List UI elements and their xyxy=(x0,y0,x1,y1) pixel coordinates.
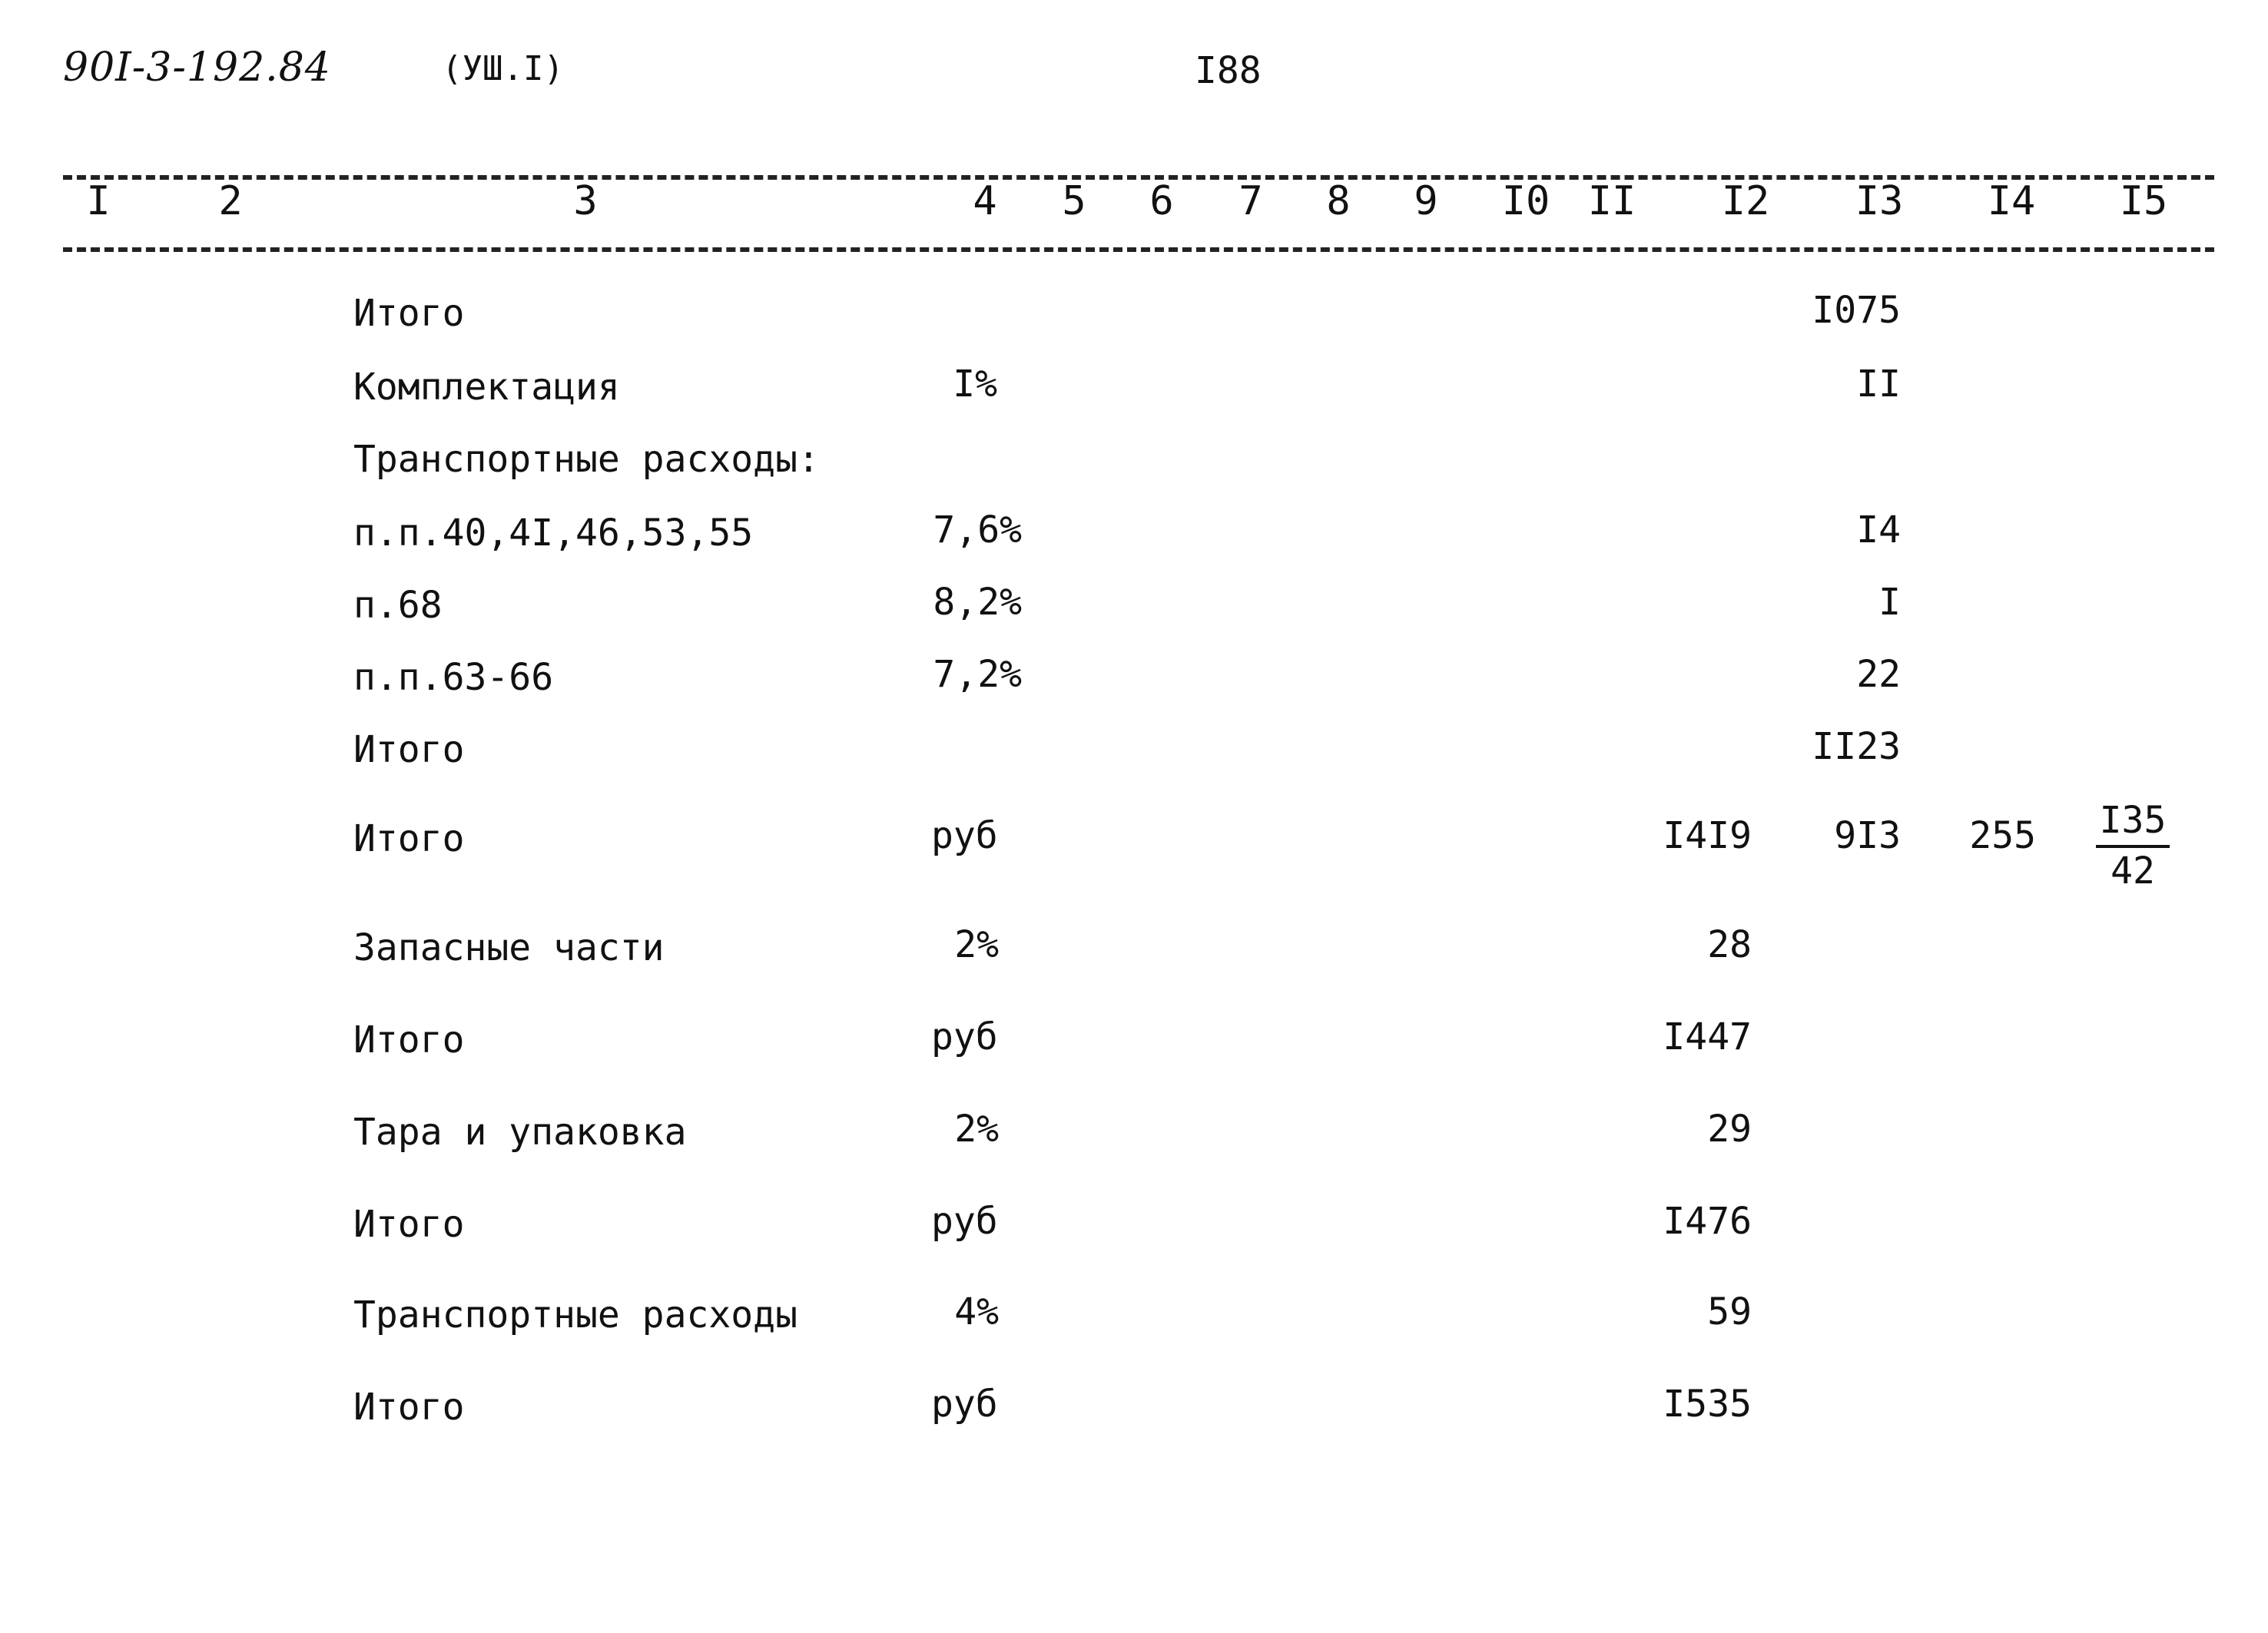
document-code: 90I-3-192.84 xyxy=(63,45,331,91)
sheet-label: (УШ.I) xyxy=(442,49,564,88)
column-number: 7 xyxy=(1238,178,1263,224)
unit-value: руб xyxy=(931,814,998,857)
row-label: п.п.63-66 xyxy=(353,656,554,699)
column-number: 4 xyxy=(973,178,997,224)
col12-value: I476 xyxy=(1663,1200,1752,1243)
col12-value: 29 xyxy=(1707,1108,1752,1151)
col13-value: 22 xyxy=(1856,653,1901,696)
col13-value: I4 xyxy=(1856,508,1901,552)
page-number: I88 xyxy=(1195,49,1262,92)
rate-value: 4% xyxy=(954,1290,999,1333)
row-label: Комплектация xyxy=(353,366,620,409)
fraction-denominator: 42 xyxy=(2110,850,2155,893)
col12-value: 28 xyxy=(1707,923,1752,966)
fraction-bar xyxy=(2096,845,2170,848)
column-number: I xyxy=(86,178,111,224)
unit-value: руб xyxy=(931,1015,998,1058)
row-label: Итого xyxy=(353,292,465,335)
row-label: Запасные части xyxy=(353,926,665,969)
col13-value: II23 xyxy=(1812,725,1901,768)
column-number: I3 xyxy=(1855,178,1904,224)
unit-value: руб xyxy=(931,1200,998,1243)
column-number: 3 xyxy=(573,178,598,224)
col12-value: I4I9 xyxy=(1663,814,1752,857)
col13-value: I075 xyxy=(1812,289,1901,332)
column-number: 9 xyxy=(1414,178,1438,224)
column-number: II xyxy=(1587,178,1636,224)
unit-value: руб xyxy=(931,1383,998,1426)
row-label: Итого xyxy=(353,728,465,771)
rate-value: 2% xyxy=(954,923,999,966)
col13-value: I xyxy=(1878,581,1901,624)
row-label: Транспортные расходы: xyxy=(353,438,820,481)
col13-value: 9I3 xyxy=(1834,814,1901,857)
rate-value: 7,2% xyxy=(933,653,1022,696)
column-number: 5 xyxy=(1062,178,1086,224)
rate-value: I% xyxy=(953,363,997,406)
column-number: 8 xyxy=(1326,178,1351,224)
row-label: Итого xyxy=(353,817,465,860)
col15-fraction xyxy=(2096,799,2170,893)
column-number: 6 xyxy=(1149,178,1174,224)
fraction-numerator: I35 xyxy=(2099,799,2167,842)
column-number: I5 xyxy=(2119,178,2168,224)
row-label: Итого xyxy=(353,1019,465,1062)
row-label: Итого xyxy=(353,1203,465,1246)
col14-value: 255 xyxy=(1969,814,2036,857)
col12-value: I447 xyxy=(1663,1015,1752,1058)
rate-value: 2% xyxy=(954,1108,999,1151)
rate-value: 7,6% xyxy=(933,508,1022,552)
row-label: п.п.40,4I,46,53,55 xyxy=(353,512,754,555)
row-label: Транспортные расходы xyxy=(353,1293,797,1337)
table-header-bottom-rule xyxy=(63,247,2214,252)
row-label: Итого xyxy=(353,1386,465,1429)
column-number: I2 xyxy=(1721,178,1770,224)
col13-value: II xyxy=(1856,363,1901,406)
column-number: I4 xyxy=(1987,178,2036,224)
column-number: 2 xyxy=(218,178,243,224)
col12-value: 59 xyxy=(1707,1290,1752,1333)
row-label: Тара и упаковка xyxy=(353,1111,687,1154)
column-number: I0 xyxy=(1501,178,1550,224)
rate-value: 8,2% xyxy=(933,581,1022,624)
col12-value: I535 xyxy=(1663,1383,1752,1426)
row-label: п.68 xyxy=(353,584,443,627)
